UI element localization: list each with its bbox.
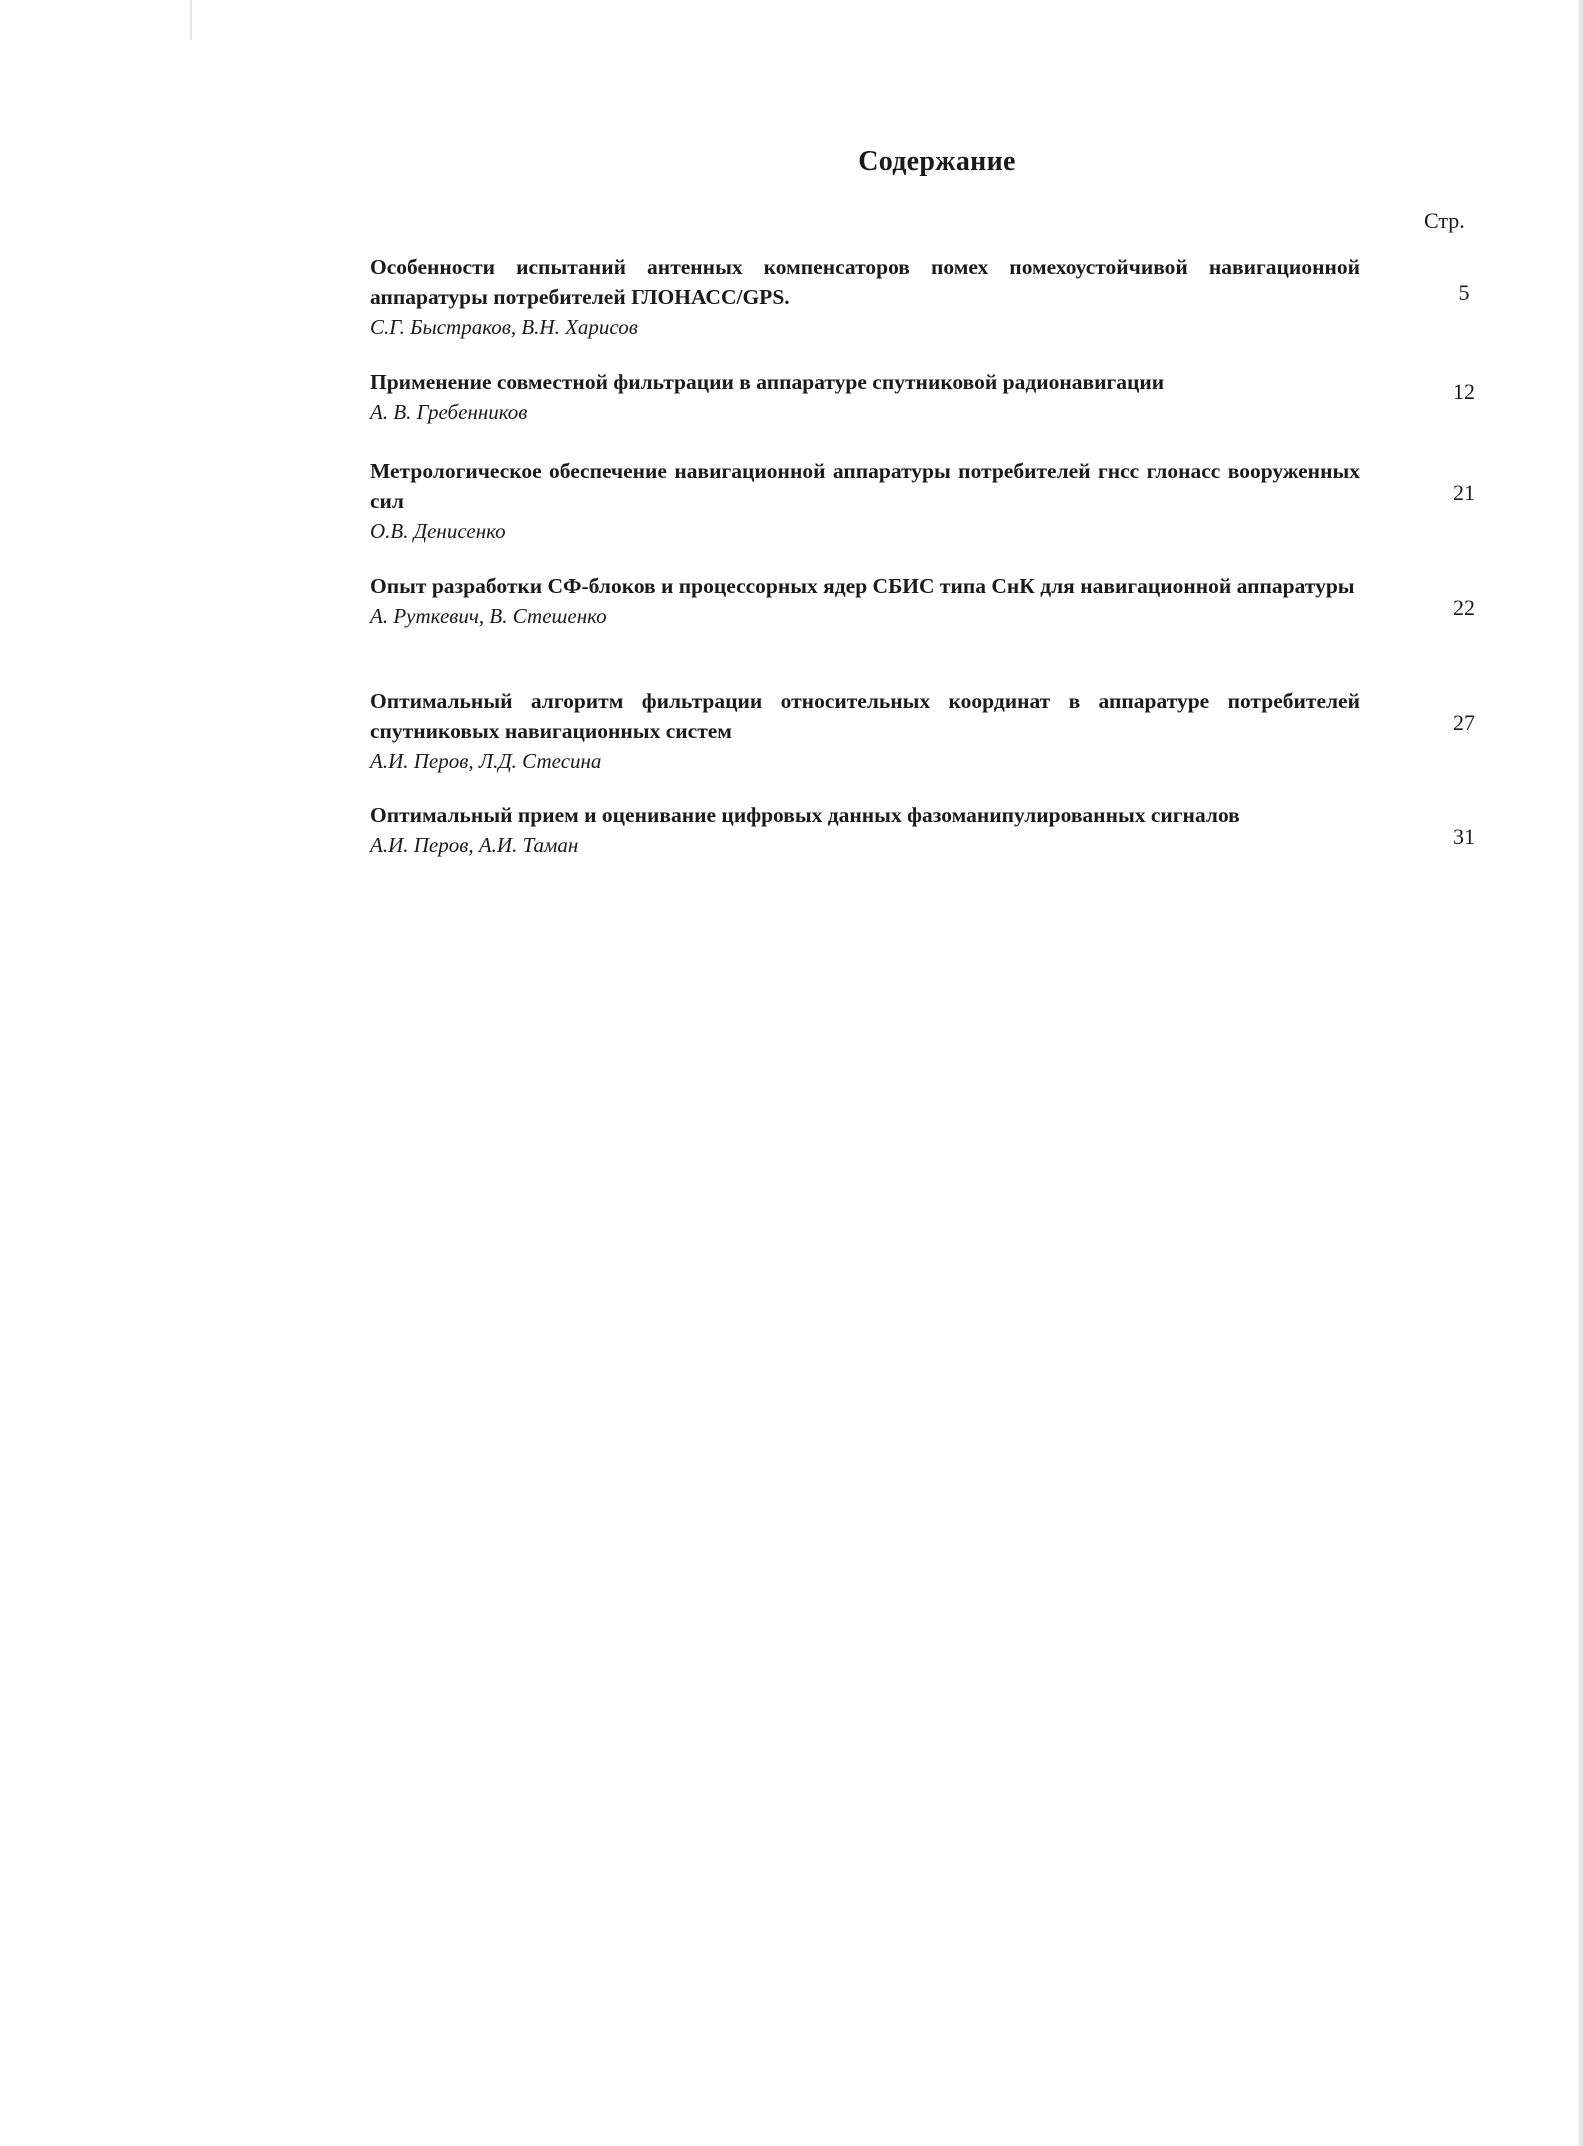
toc-entry-title: Оптимальный прием и оценивание цифровых данных фазоманипулированных сигналов: [370, 803, 1240, 827]
scan-edge-mark: [190, 0, 192, 40]
toc-entry-authors: А. Руткевич, В. Стешенко: [370, 604, 607, 628]
toc-entry-5[interactable]: [370, 686, 1475, 776]
toc-entry-title: Метрологическое обеспечение навигационной аппаратуры потребителей гнсс глонасс вооруженных сил: [370, 459, 1360, 513]
toc-entry-title: Особенности испытаний антенных компенсаторов помех помехоустойчивой навигационной аппаратуры потребителей ГЛОНАСС/GPS.: [370, 255, 1360, 309]
page-title: Содержание: [858, 146, 1016, 177]
toc-entry-2[interactable]: [370, 367, 1475, 427]
toc-entry-authors: О.В. Денисенко: [370, 519, 506, 543]
page-column-label: Стр.: [1424, 208, 1465, 233]
toc-entry-page: 27: [1453, 710, 1475, 735]
toc-entry-title: Опыт разработки СФ-блоков и процессорных ядер СБИС типа СнК для навигационной аппаратуры: [370, 574, 1355, 598]
toc-entry-page: 12: [1453, 379, 1475, 404]
toc-entry-1[interactable]: [370, 252, 1470, 342]
toc-entry-page: 31: [1453, 824, 1475, 849]
toc-entry-3[interactable]: [370, 456, 1475, 546]
toc-entry-authors: С.Г. Быстраков, В.Н. Харисов: [370, 315, 638, 339]
toc-entry-4[interactable]: [370, 571, 1475, 631]
toc-entry-page: 22: [1453, 595, 1475, 620]
toc-entry-authors: А. В. Гребенников: [370, 400, 528, 424]
scan-edge-shadow: [1578, 0, 1584, 2146]
toc-entry-page: 5: [1458, 280, 1470, 305]
toc-entry-title: Применение совместной фильтрации в аппаратуре спутниковой радионавигации: [370, 370, 1165, 394]
toc-entry-title: Оптимальный алгоритм фильтрации относительных координат в аппаратуре потребителей спутниковых навигационных систем: [370, 689, 1360, 743]
toc-entry-authors: А.И. Перов, Л.Д. Стесина: [370, 749, 602, 773]
toc-entry-6[interactable]: [370, 800, 1475, 860]
toc-entry-authors: А.И. Перов, А.И. Таман: [370, 833, 579, 857]
toc-entry-page: 21: [1453, 480, 1475, 505]
